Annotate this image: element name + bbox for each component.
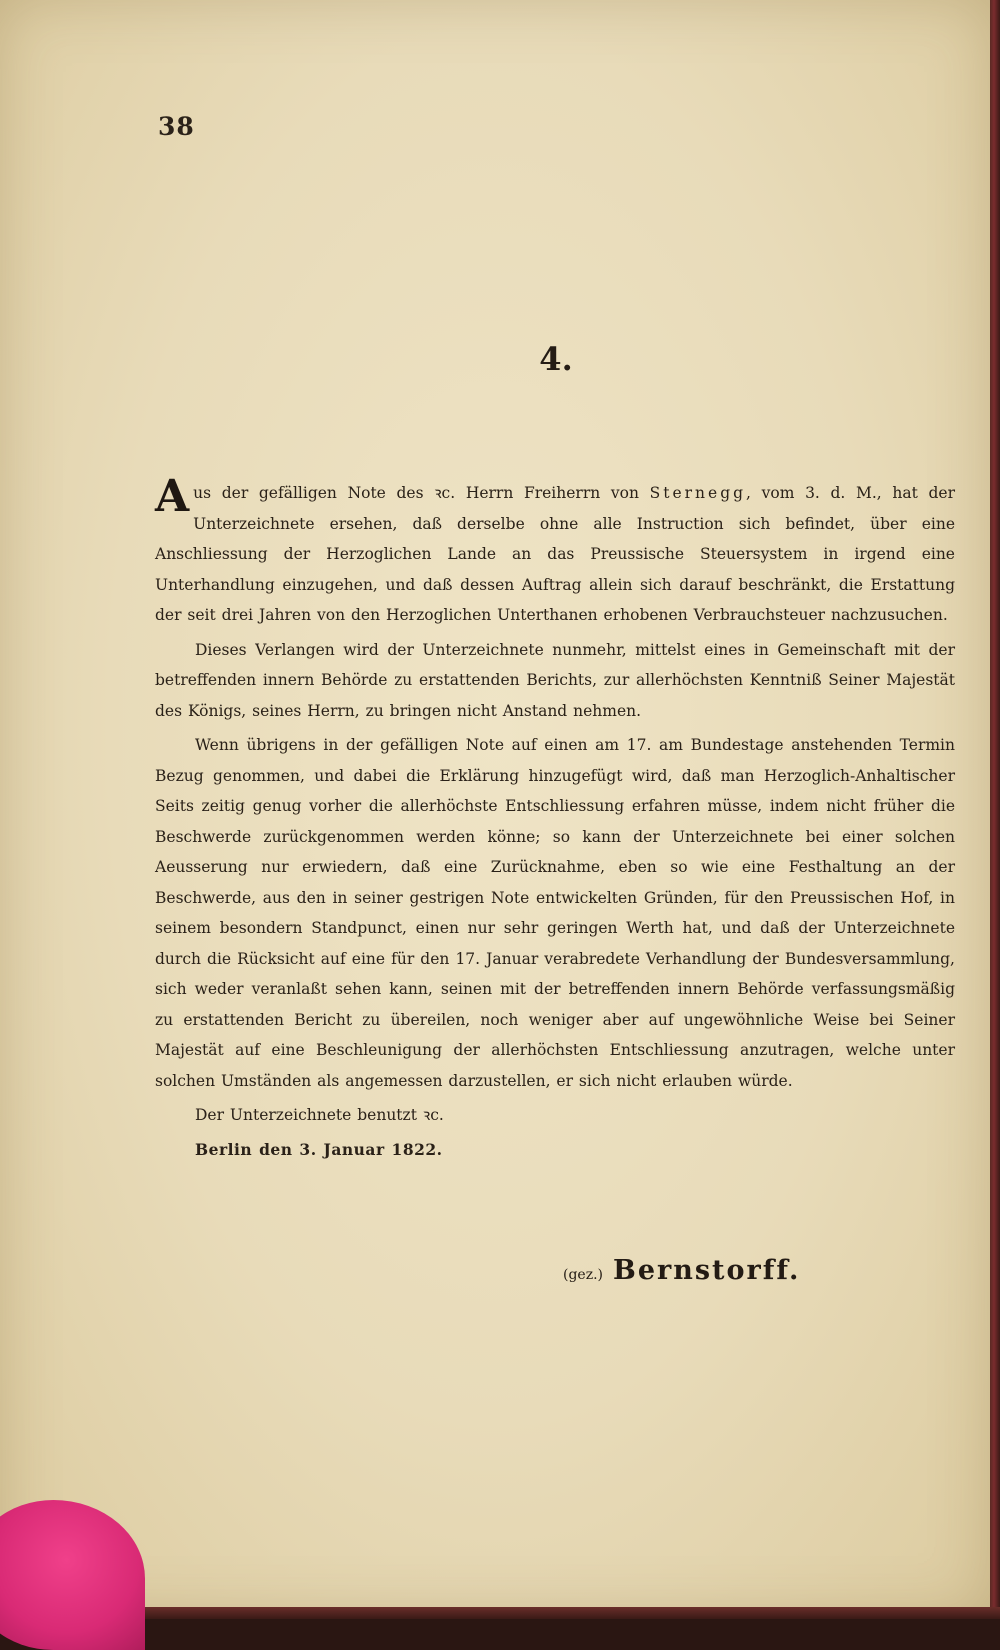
- closing-line: Der Unterzeichnete benutzt ꝛc.: [195, 1106, 444, 1124]
- person-name-sternegg: Sternegg: [649, 484, 747, 502]
- document-body: [155, 471, 955, 1169]
- paragraph-2: Dieses Verlangen wird der Unterzeichnete nunmehr, mittelst eines in Gemeinschaft mit der betreffenden innern Behörde zu erstattenden Berichts, zur allerhöchsten Kenntniß Seiner Majestät des Königs, seines Herrn, zu bringen nicht Anstand nehmen.: [155, 640, 955, 720]
- page-number: 38: [158, 112, 195, 141]
- paragraph-3: Wenn übrigens in der gefälligen Note auf einen am 17. am Bundestage anstehenden Termin Bezug genommen, und dabei die Erklärung hinzugefügt wird, daß man Herzoglich-Anhaltischer Seits zeitig genug vorher die allerhöchste Entschliessung erfahren müsse, indem nicht früher die Beschwerde zurückgenommen werden könne; so kann der Unterzeichnete bei einer solchen Aeusserung nur erwiedern, daß eine Zurücknahme, eben so wie eine Festhaltung an der Beschwerde, aus den in seiner gestrigen Note entwickelten Gründen, für den Preussischen Hof, in seinem besondern Standpunct, einen nur sehr geringen Werth hat, und daß der Unterzeichnete durch die Rücksicht auf eine für den 17. Januar verabredete Verhandlung der Bundesversammlung, sich weder veranlaßt sehen kann, seinen mit der betreffenden innern Behörde verfassungsmäßig zu erstattenden Bericht zu übereilen, noch weniger aber auf ungewöhnliche Weise bei Seiner Majestät auf eine Beschleunigung der allerhöchsten Entschliessung anzutragen, welche unter solchen Umständen als angemessen darzustellen, er sich nicht erlauben würde.: [155, 736, 955, 1090]
- place-and-date: Berlin den 3. Januar 1822.: [195, 1139, 443, 1159]
- paragraph-1: [155, 471, 955, 631]
- book-bottom-edge: [120, 1607, 1000, 1619]
- section-number: 4.: [539, 340, 573, 378]
- book-edge: [990, 0, 1000, 1619]
- paragraph-1-start: us der gefälligen Note des ꝛc. Herrn Freiherrn von: [193, 484, 650, 502]
- signature-abbreviation: (gez.): [563, 1267, 603, 1283]
- paragraph-1-rest: , vom 3. d. M., hat der Unterzeichnete ersehen, daß derselbe ohne alle Instruction sich befindet, über eine Anschliessung der Herzoglichen Lande an das Preussische Steuersystem in irgend eine Unterhandlung einzugehen, und daß dessen Auftrag allein sich darauf beschränkt, die Erstattung der seit drei Jahren von den Herzoglichen Unterthanen erhobenen Verbrauchsteuer nachzusuchen.: [155, 484, 955, 624]
- drop-cap: A: [155, 471, 190, 522]
- signature-block: [563, 1255, 800, 1286]
- signature-name: Bernstorff.: [613, 1255, 801, 1286]
